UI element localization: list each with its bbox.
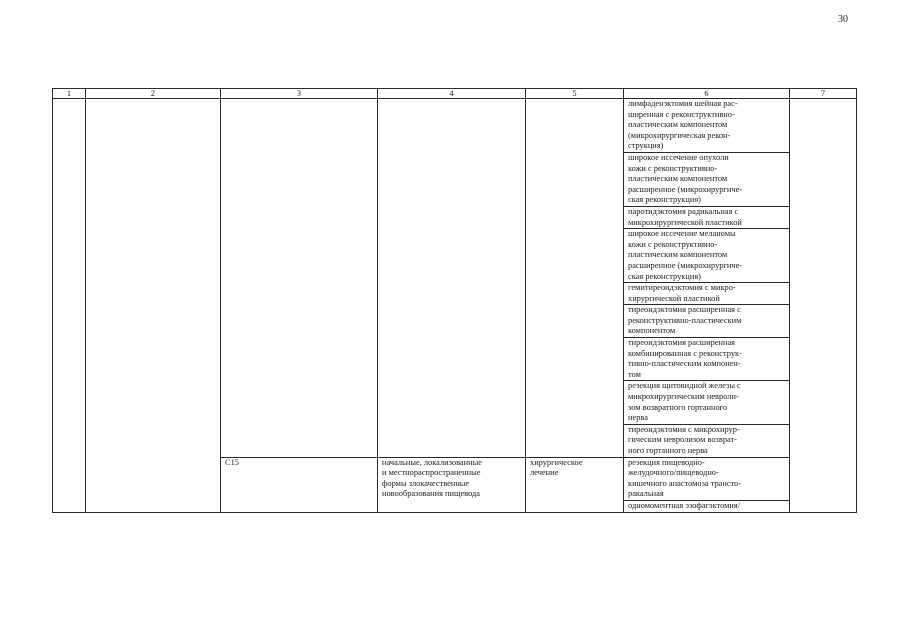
procedure-item: тиреоидэктомия расширенная комбинированная с реконструк- тивно-пластическим компонен- том [624, 338, 789, 381]
header-col-7: 7 [790, 89, 857, 99]
header-col-2: 2 [86, 89, 221, 99]
header-col-6: 6 [624, 89, 790, 99]
procedure-item: тиреоидэктомия с микрохирур- гическим невролизом возврат- ного гортанного нерва [628, 424, 740, 455]
cell-col-6-procedures [624, 457, 790, 512]
cell-col-5 [526, 99, 624, 458]
cell-col-7 [790, 99, 857, 513]
diagnosis-description: начальные, локализованные и местнораспространенные формы злокачественные новообразования пищевода [378, 457, 526, 512]
icd-code: C15 [221, 457, 378, 512]
procedure-item: тиреоидэктомия расширенная с реконструктивно-пластическим компонентом [624, 305, 789, 338]
procedure-item: широкое иссечение меланомы кожи с реконструктивно- пластическим компонентом расширенное (микрохирургиче- ская реконструкция) [624, 229, 789, 283]
cell-col-3 [221, 99, 378, 458]
header-col-4: 4 [378, 89, 526, 99]
procedure-item: широкое иссечение опухоли кожи с реконструктивно- пластическим компонентом расширенное (микрохирургиче- ская реконструкция) [624, 153, 789, 207]
cell-col-1 [53, 99, 86, 513]
cell-col-6-procedures [624, 99, 790, 458]
header-col-3: 3 [221, 89, 378, 99]
header-col-1: 1 [53, 89, 86, 99]
procedure-item: паротидэктомия радикальная с микрохирургической пластикой [624, 207, 789, 229]
cell-col-2 [86, 99, 221, 513]
header-col-5: 5 [526, 89, 624, 99]
table-row [53, 99, 857, 458]
procedure-item: одномоментная эзофагэктомия/ [628, 500, 741, 510]
procedure-item: резекция пищеводно- желудочного/пищеводно- кишечного анастомоза трансто- ракальная [624, 458, 789, 501]
procedure-item: резекция щитовидной железы с микрохирургическим невроли- зом возвратного гортанного нерва [624, 381, 789, 424]
procedure-item: гемитиреоидэктомия с микро- хирургической пластикой [624, 283, 789, 305]
procedures-table [52, 88, 857, 513]
cell-col-4 [378, 99, 526, 458]
column-number-header-row [53, 89, 857, 99]
page-number: 30 [838, 14, 848, 25]
treatment-type: хирургическое лечение [526, 457, 624, 512]
procedure-item: лимфаденэктомия шейная рас- ширенная с реконструктивно- пластическим компонентом (микрохирургическая рекон- струкция) [624, 99, 789, 153]
